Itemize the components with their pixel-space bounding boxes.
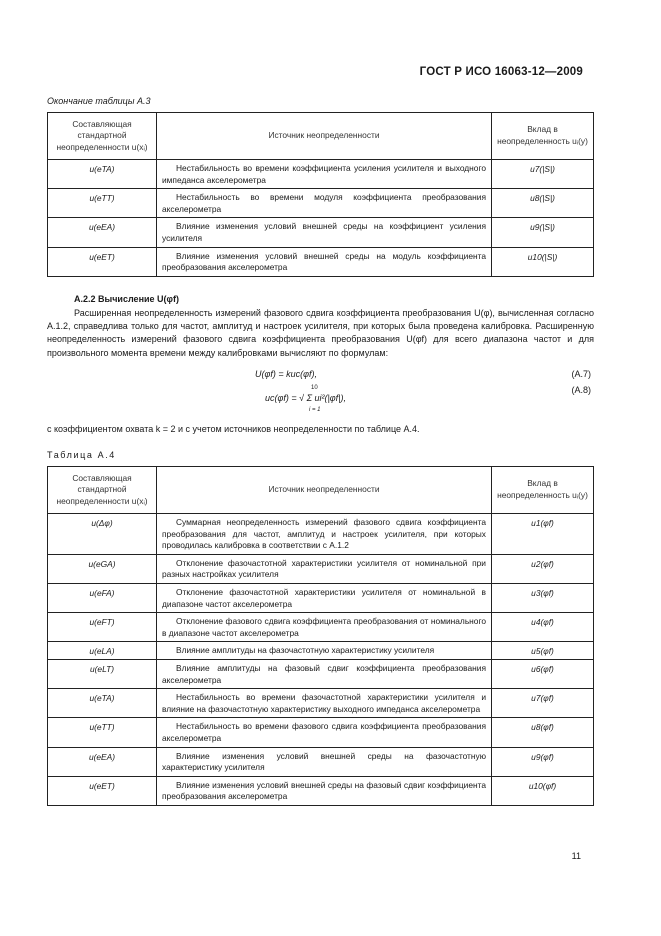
source-cell: Влияние изменения условий внешней среды на фазовый сдвиг коэффициента преобразования акселерометра: [157, 776, 492, 805]
formula-a7-number: (А.7): [571, 369, 591, 379]
sum-lower-limit: i = 1: [309, 407, 321, 413]
source-cell: Отклонение фазового сдвига коэффициента преобразования от номинального в диапазоне частот акселерометра: [157, 613, 492, 642]
table-a4: [47, 466, 594, 806]
contribution-cell: u8(φf): [492, 718, 594, 747]
table-header-row: [48, 467, 594, 514]
table-row: [48, 247, 594, 276]
table-row: [48, 160, 594, 189]
sum-upper-limit: 10: [311, 385, 318, 391]
section-title: А.2.2 Вычисление U(φf): [74, 294, 179, 304]
component-cell: u(eTT): [48, 718, 157, 747]
source-cell: Нестабильность во времени фазочастотной характеристики усилителя и влияние на фазочастотную характеристику выходного импеданса акселерометра: [157, 689, 492, 718]
component-cell: u(eFT): [48, 613, 157, 642]
column-header-component: Составляющая стандартной неопределенности u(xᵢ): [48, 467, 157, 514]
section-after-text: с коэффициентом охвата k = 2 и с учетом источников неопределенности по таблице А.4.: [47, 424, 420, 434]
source-cell: Нестабильность во времени фазового сдвига коэффициента преобразования акселерометра: [157, 718, 492, 747]
table-a3-body: [48, 160, 594, 277]
table-row: [48, 554, 594, 583]
table-row: [48, 689, 594, 718]
table-a3: [47, 112, 594, 277]
component-cell: u(eLA): [48, 642, 157, 660]
source-cell: Отклонение фазочастотной характеристики усилителя от номинальной в диапазоне частот акселерометра: [157, 583, 492, 612]
column-header-contribution: Вклад в неопределенность uᵢ(y): [492, 113, 594, 160]
component-cell: u(eFA): [48, 583, 157, 612]
table-row: [48, 514, 594, 555]
contribution-cell: u5(φf): [492, 642, 594, 660]
table-row: [48, 776, 594, 805]
contribution-cell: u9(|S|): [492, 218, 594, 247]
page-number: 11: [571, 851, 581, 861]
component-cell: u(eET): [48, 776, 157, 805]
component-cell: u(eTA): [48, 689, 157, 718]
formula-a7: U(φf) = kuc(φf),: [255, 369, 317, 379]
source-cell: Влияние изменения условий внешней среды на коэффициент усиления усилителя: [157, 218, 492, 247]
column-header-source: Источник неопределенности: [157, 113, 492, 160]
table-row: [48, 718, 594, 747]
component-cell: u(eTA): [48, 160, 157, 189]
source-cell: Суммарная неопределенность измерений фазового сдвига коэффициента преобразования для частот, амплитуд и настроек усилителя, при которых проводилась калибровка в соответствии с А.1.2: [157, 514, 492, 555]
source-cell: Влияние амплитуды на фазовый сдвиг коэффициента преобразования акселерометра: [157, 659, 492, 688]
source-cell: Отклонение фазочастотной характеристики усилителя от номинальной при разных настройках усилителя: [157, 554, 492, 583]
source-cell: Влияние амплитуды на фазочастотную характеристику усилителя: [157, 642, 492, 660]
table-a4-body: [48, 514, 594, 806]
contribution-cell: u8(|S|): [492, 189, 594, 218]
document-code: ГОСТ Р ИСО 16063-12—2009: [419, 66, 583, 78]
source-cell: Влияние изменения условий внешней среды на фазочастотную характеристику усилителя: [157, 747, 492, 776]
contribution-cell: u3(φf): [492, 583, 594, 612]
table-row: [48, 747, 594, 776]
section-paragraph: Расширенная неопределенность измерений фазового сдвига коэффициента преобразования U(φ), вычисленная согласно А.1.2, справедлива только для частот, амплитуд и настроек усилителя, при которых была проведена калибровка. Расширенную неопределенность измерений фазового сдвига коэффициента преобразования U(φf) для всего диапазона частот и для произвольного момента времени между калибровками вычисляют по формулам:: [47, 308, 594, 358]
table-row: [48, 583, 594, 612]
table-row: [48, 218, 594, 247]
component-cell: u(eEA): [48, 747, 157, 776]
table-row: [48, 642, 594, 660]
component-cell: u(eEA): [48, 218, 157, 247]
table-a3-caption: Окончание таблицы А.3: [47, 96, 151, 106]
component-cell: u(eTT): [48, 189, 157, 218]
column-header-contribution: Вклад в неопределенность uᵢ(y): [492, 467, 594, 514]
table-row: [48, 659, 594, 688]
source-cell: Нестабильность во времени модуля коэффициента преобразования акселерометра: [157, 189, 492, 218]
column-header-source: Источник неопределенности: [157, 467, 492, 514]
table-header-row: [48, 113, 594, 160]
formula-a8: uc(φf) = √ Σ ui²(|φf|),: [265, 393, 347, 403]
table-row: [48, 613, 594, 642]
component-cell: u(Δφ): [48, 514, 157, 555]
component-cell: u(eLT): [48, 659, 157, 688]
source-cell: Нестабильность во времени коэффициента усиления усилителя и выходного импеданса акселерометра: [157, 160, 492, 189]
component-cell: u(eGA): [48, 554, 157, 583]
formula-a8-number: (А.8): [571, 385, 591, 395]
contribution-cell: u1(φf): [492, 514, 594, 555]
contribution-cell: u7(|S|): [492, 160, 594, 189]
contribution-cell: u6(φf): [492, 659, 594, 688]
contribution-cell: u7(φf): [492, 689, 594, 718]
contribution-cell: u2(φf): [492, 554, 594, 583]
table-row: [48, 189, 594, 218]
source-cell: Влияние изменения условий внешней среды на модуль коэффициента преобразования акселерометра: [157, 247, 492, 276]
component-cell: u(eET): [48, 247, 157, 276]
table-a4-caption: Таблица А.4: [47, 450, 116, 460]
column-header-component: Составляющая стандартной неопределенности u(xᵢ): [48, 113, 157, 160]
contribution-cell: u10(φf): [492, 776, 594, 805]
contribution-cell: u9(φf): [492, 747, 594, 776]
contribution-cell: u4(φf): [492, 613, 594, 642]
contribution-cell: u10(|S|): [492, 247, 594, 276]
